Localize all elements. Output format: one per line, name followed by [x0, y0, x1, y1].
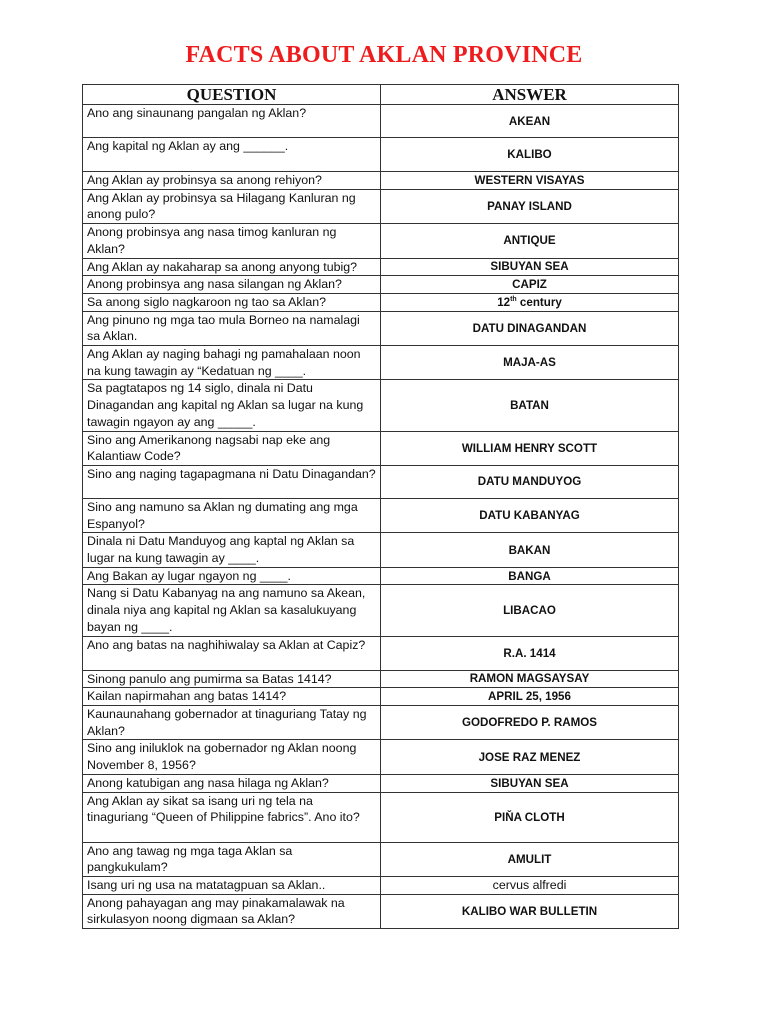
question-cell: Ang Aklan ay sikat sa isang uri ng tela na tinaguriang “Queen of Philippine fabrics”. Ano ito?: [83, 792, 381, 842]
answer-cell: PANAY ISLAND: [381, 189, 679, 223]
question-cell: Ang Aklan ay naging bahagi ng pamahalaan noon na kung tawagin ay “Kedatuan ng ____.: [83, 346, 381, 380]
table-row: [83, 688, 679, 706]
question-cell: Ano ang batas na naghihiwalay sa Aklan at Capiz?: [83, 636, 381, 670]
answer-ordinal-suffix: th: [510, 295, 517, 303]
answer-cell: JOSE RAZ MENEZ: [381, 740, 679, 774]
answer-cell: LIBACAO: [381, 585, 679, 636]
question-cell: Anong katubigan ang nasa hilaga ng Aklan?: [83, 774, 381, 792]
answer-cell: RAMON MAGSAYSAY: [381, 670, 679, 688]
page-title: FACTS ABOUT AKLAN PROVINCE: [185, 42, 583, 68]
table-row: [83, 705, 679, 739]
table-row: [83, 876, 679, 894]
question-cell: Kaunaunahang gobernador at tinaguriang Tatay ng Aklan?: [83, 705, 381, 739]
question-cell: Sino ang iniluklok na gobernador ng Aklan noong November 8, 1956?: [83, 740, 381, 774]
question-cell: Anong pahayagan ang may pinakamalawak na sirkulasyon noong digmaan sa Aklan?: [83, 894, 381, 928]
answer-cell: PIŇA CLOTH: [381, 792, 679, 842]
answer-unit: century: [516, 295, 562, 309]
question-cell: Ang Aklan ay probinsya sa Hilagang Kanluran ng anong pulo?: [83, 189, 381, 223]
answer-cell: KALIBO: [381, 138, 679, 172]
table-row: [83, 894, 679, 928]
answer-cell: [381, 293, 679, 311]
question-cell: Sa pagtatapos ng 14 siglo, dinala ni Datu Dinagandan ang kapital ng Aklan sa lugar na kung tawagin ngayon ay ang _____.: [83, 380, 381, 431]
table-row: [83, 533, 679, 567]
table-row: [83, 293, 679, 311]
table-row: [83, 465, 679, 498]
table-row: [83, 276, 679, 294]
table-row: [83, 585, 679, 636]
table-row: [83, 636, 679, 670]
question-column-header: QUESTION: [83, 85, 381, 105]
answer-cell: KALIBO WAR BULLETIN: [381, 894, 679, 928]
table-header-row: [83, 85, 679, 105]
question-cell: Ano ang sinaunang pangalan ng Aklan?: [83, 105, 381, 138]
answer-cell: SIBUYAN SEA: [381, 258, 679, 276]
table-row: [83, 792, 679, 842]
table-row: [83, 670, 679, 688]
table-row: [83, 311, 679, 345]
question-cell: Anong probinsya ang nasa timog kanluran ng Aklan?: [83, 224, 381, 258]
answer-cell: MAJA-AS: [381, 346, 679, 380]
question-cell: Ang pinuno ng mga tao mula Borneo na namalagi sa Aklan.: [83, 311, 381, 345]
question-cell: Sino ang Amerikanong nagsabi nap eke ang Kalantiaw Code?: [83, 431, 381, 465]
question-cell: Ang Aklan ay nakaharap sa anong anyong tubig?: [83, 258, 381, 276]
question-cell: Sino ang namuno sa Aklan ng dumating ang mga Espanyol?: [83, 498, 381, 532]
answer-cell: ANTIQUE: [381, 224, 679, 258]
answer-cell: BAKAN: [381, 533, 679, 567]
table-row: [83, 346, 679, 380]
table-row: [83, 842, 679, 876]
question-cell: Sino ang naging tagapagmana ni Datu Dinagandan?: [83, 465, 381, 498]
table-row: [83, 498, 679, 532]
answer-cell: DATU DINAGANDAN: [381, 311, 679, 345]
question-cell: Ang kapital ng Aklan ay ang ______.: [83, 138, 381, 172]
table-row: [83, 380, 679, 431]
table-row: [83, 431, 679, 465]
answer-cell: GODOFREDO P. RAMOS: [381, 705, 679, 739]
question-cell: Ano ang tawag ng mga taga Aklan sa pangkukulam?: [83, 842, 381, 876]
table-row: [83, 567, 679, 585]
answer-cell: cervus alfredi: [381, 876, 679, 894]
question-cell: Anong probinsya ang nasa silangan ng Aklan?: [83, 276, 381, 294]
answer-cell: R.A. 1414: [381, 636, 679, 670]
answer-cell: BANGA: [381, 567, 679, 585]
answer-cell: DATU MANDUYOG: [381, 465, 679, 498]
question-cell: Sinong panulo ang pumirma sa Batas 1414?: [83, 670, 381, 688]
question-cell: Dinala ni Datu Manduyog ang kaptal ng Aklan sa lugar na kung tawagin ay ____.: [83, 533, 381, 567]
question-cell: Sa anong siglo nagkaroon ng tao sa Aklan?: [83, 293, 381, 311]
table-row: [83, 172, 679, 190]
answer-cell: WILLIAM HENRY SCOTT: [381, 431, 679, 465]
answer-cell: APRIL 25, 1956: [381, 688, 679, 706]
answer-cell: DATU KABANYAG: [381, 498, 679, 532]
answer-cell: CAPIZ: [381, 276, 679, 294]
table-row: [83, 258, 679, 276]
answer-cell: WESTERN VISAYAS: [381, 172, 679, 190]
question-cell: Nang si Datu Kabanyag na ang namuno sa Akean, dinala niya ang kapital ng Aklan sa kasalukuyang bayan ng ____.: [83, 585, 381, 636]
table-row: [83, 774, 679, 792]
question-cell: Isang uri ng usa na matatagpuan sa Aklan..: [83, 876, 381, 894]
answer-column-header: ANSWER: [381, 85, 679, 105]
table-row: [83, 138, 679, 172]
table-row: [83, 224, 679, 258]
answer-number: 12: [497, 295, 511, 309]
answer-cell: BATAN: [381, 380, 679, 431]
question-cell: Kailan napirmahan ang batas 1414?: [83, 688, 381, 706]
table-row: [83, 105, 679, 138]
answer-cell: AKEAN: [381, 105, 679, 138]
facts-table: [82, 84, 679, 929]
question-cell: Ang Aklan ay probinsya sa anong rehiyon?: [83, 172, 381, 190]
question-cell: Ang Bakan ay lugar ngayon ng ____.: [83, 567, 381, 585]
answer-cell: AMULIT: [381, 842, 679, 876]
answer-cell: SIBUYAN SEA: [381, 774, 679, 792]
table-row: [83, 189, 679, 223]
table-row: [83, 740, 679, 774]
